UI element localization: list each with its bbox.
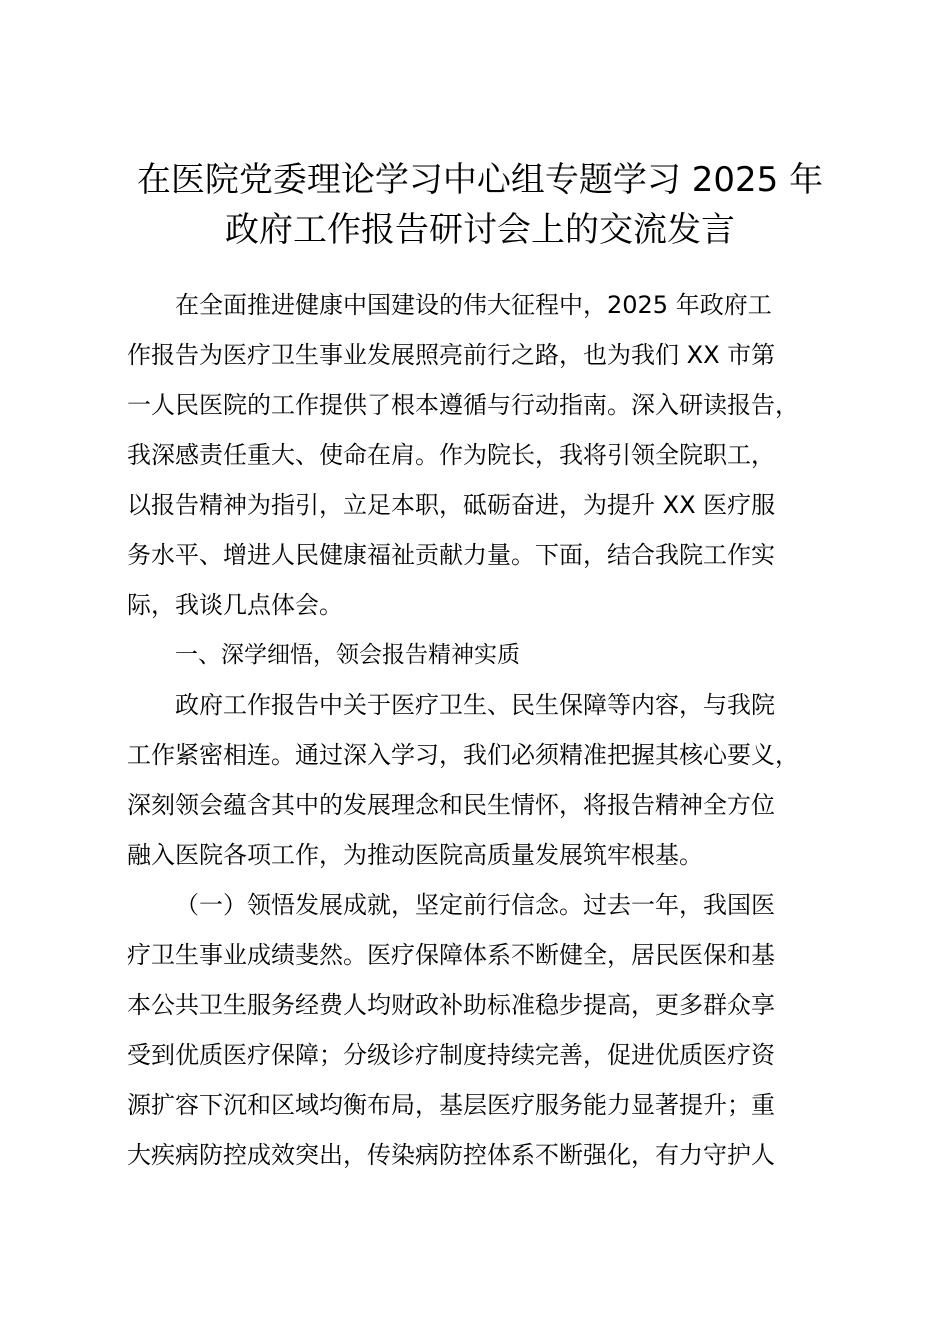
paragraph-line: 在全面推进健康中国建设的伟大征程中，2025 年政府工 <box>175 291 772 319</box>
paragraph-line: 源扩容下沉和区域均衡布局，基层医疗服务能力显著提升；重 <box>127 1091 775 1119</box>
paragraph-line: 深刻领会蕴含其中的发展理念和民生情怀，将报告精神全方位 <box>127 791 775 819</box>
paragraph-line: （一）领悟发展成就，坚定前行信念。过去一年，我国医 <box>175 891 775 919</box>
paragraph-line: 一人民医院的工作提供了根本遵循与行动指南。深入研读报告， <box>127 391 799 419</box>
paragraph-line: 大疾病防控成效突出，传染病防控体系不断强化，有力守护人 <box>127 1141 775 1169</box>
paragraph-line: 我深感责任重大、使命在肩。作为院长，我将引领全院职工， <box>127 441 775 469</box>
document-title-line-1: 在医院党委理论学习中心组专题学习 2025 年 <box>136 160 824 200</box>
paragraph-line: 务水平、增进人民健康福祉贡献力量。下面，结合我院工作实 <box>127 541 775 569</box>
section-heading: 一、深学细悟，领会报告精神实质 <box>175 642 520 668</box>
paragraph-line: 本公共卫生服务经费人均财政补助标准稳步提高，更多群众享 <box>127 991 775 1019</box>
paragraph-line: 作报告为医疗卫生事业发展照亮前行之路，也为我们 XX 市第 <box>127 341 776 369</box>
paragraph-line: 工作紧密相连。通过深入学习，我们必须精准把握其核心要义， <box>127 741 799 769</box>
paragraph-line: 以报告精神为指引，立足本职，砥砺奋进，为提升 XX 医疗服 <box>127 491 776 519</box>
paragraph-line: 际，我谈几点体会。 <box>127 591 343 619</box>
paragraph-line: 受到优质医疗保障；分级诊疗制度持续完善，促进优质医疗资 <box>127 1041 775 1069</box>
document-title-line-2: 政府工作报告研讨会上的交流发言 <box>225 210 735 250</box>
paragraph-line: 疗卫生事业成绩斐然。医疗保障体系不断健全，居民医保和基 <box>127 941 775 969</box>
paragraph-line: 融入医院各项工作，为推动医院高质量发展筑牢根基。 <box>127 841 703 869</box>
paragraph-line: 政府工作报告中关于医疗卫生、民生保障等内容，与我院 <box>175 691 775 719</box>
